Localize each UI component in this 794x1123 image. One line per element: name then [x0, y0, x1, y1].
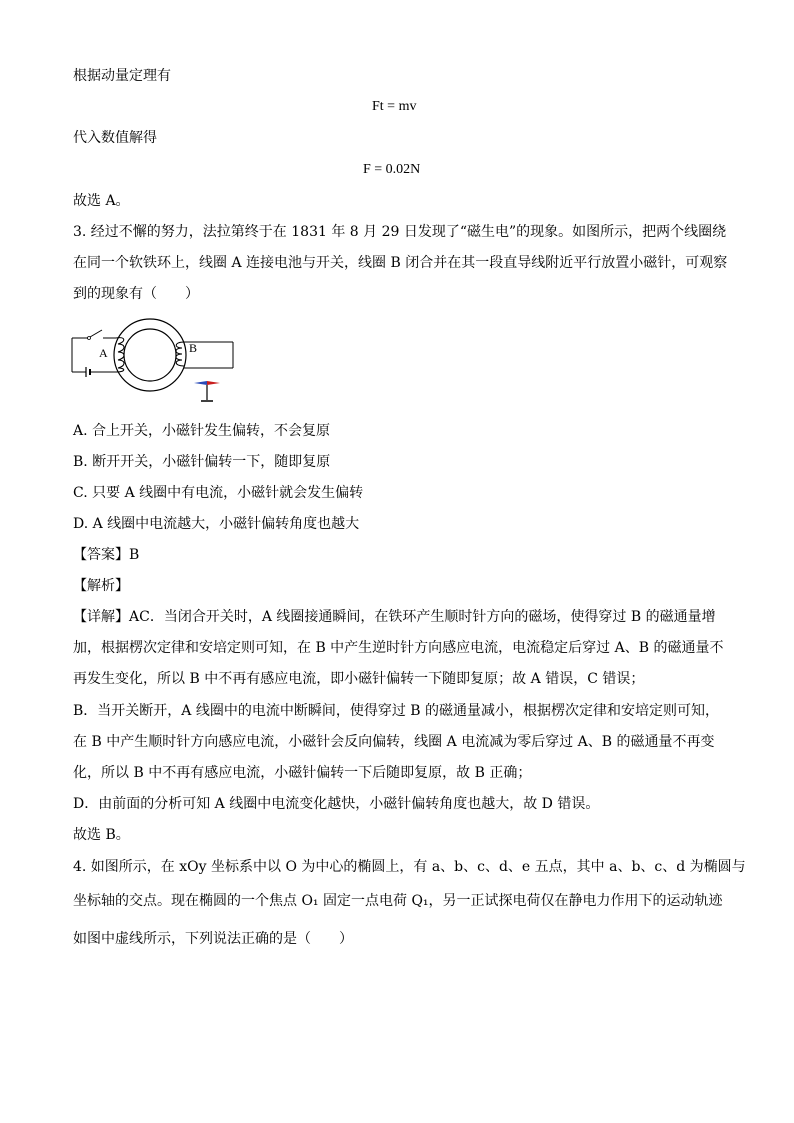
question-3-stem: 到的现象有（ ） — [73, 286, 199, 302]
question-4-stem: 4. 如图所示，在 xOy 坐标系中以 O 为中心的椭圆上，有 a、b、c、d、e 五点，其中 a、b、c、d 为椭圆与 — [73, 859, 746, 875]
option-d: D. A 线圈中电流越大，小磁针偏转角度也越大 — [73, 516, 360, 532]
answer-label: 【答案】B — [73, 547, 140, 563]
iron-ring — [114, 319, 186, 391]
detail-line: 化，所以 B 中不再有感应电流，小磁针偏转一下后随即复原，故 B 正确； — [73, 765, 532, 781]
magnetic-needle-icon — [194, 381, 220, 401]
text-line: 代入数值解得 — [73, 130, 157, 146]
option-c: C. 只要 A 线圈中有电流，小磁针就会发生偏转 — [73, 485, 364, 501]
question-3-stem: 在同一个软铁环上，线圈 A 连接电池与开关，线圈 B 闭合并在其一段直导线附近平行放置小磁针，可观察 — [73, 255, 728, 271]
coil-a-label: A — [99, 346, 108, 360]
text-line: 根据动量定理有 — [73, 68, 171, 84]
question-3-stem: 3. 经过不懈的努力，法拉第终于在 1831 年 8 月 29 日发现了“磁生电”的现象。如图所示，把两个线圈绕 — [73, 224, 727, 240]
text-line: 故选 A。 — [73, 193, 130, 209]
coil-b-label: B — [189, 341, 198, 355]
equation-force-value: F = 0.02N — [363, 162, 421, 177]
detail-line: 再发生变化，所以 B 中不再有感应电流，即小磁针偏转一下随即复原；故 A 错误，C 错误； — [73, 671, 645, 687]
option-b: B. 断开开关，小磁针偏转一下，随即复原 — [73, 454, 331, 470]
option-a: A. 合上开关，小磁针发生偏转，不会复原 — [73, 423, 331, 439]
text-line: 故选 B。 — [73, 827, 130, 843]
detail-line: 加，根据楞次定律和安培定则可知，在 B 中产生逆时针方向感应电流，电流稳定后穿过 A、B 的磁通量不 — [73, 640, 724, 656]
equation-ft-mv: Ft = mv — [372, 99, 417, 114]
question-4-stem: 如图中虚线所示，下列说法正确的是（ ） — [73, 931, 353, 947]
switch-lever — [90, 330, 102, 337]
detail-line: D．由前面的分析可知 A 线圈中电流变化越快，小磁针偏转角度也越大，故 D 错误。 — [73, 796, 600, 812]
coil-a — [116, 338, 124, 372]
detail-line: 【详解】AC．当闭合开关时，A 线圈接通瞬间，在铁环产生顺时针方向的磁场，使得穿过 B 的磁通量增 — [73, 609, 716, 625]
detail-line: B．当开关断开，A 线圈中的电流中断瞬间，使得穿过 B 的磁通量减小，根据楞次定律和安培定则可知， — [73, 703, 720, 719]
coil-b — [176, 342, 184, 366]
analysis-label: 【解析】 — [73, 578, 129, 594]
coil-circuit-figure — [68, 318, 240, 414]
question-4-stem: 坐标轴的交点。现在椭圆的一个焦点 O₁ 固定一点电荷 Q₁，另一正试探电荷仅在静电力作用下的运动轨迹 — [73, 893, 723, 909]
detail-line: 在 B 中产生顺时针方向感应电流，小磁针会反向偏转，线圈 A 电流减为零后穿过 A、B 的磁通量不再变 — [73, 734, 715, 750]
